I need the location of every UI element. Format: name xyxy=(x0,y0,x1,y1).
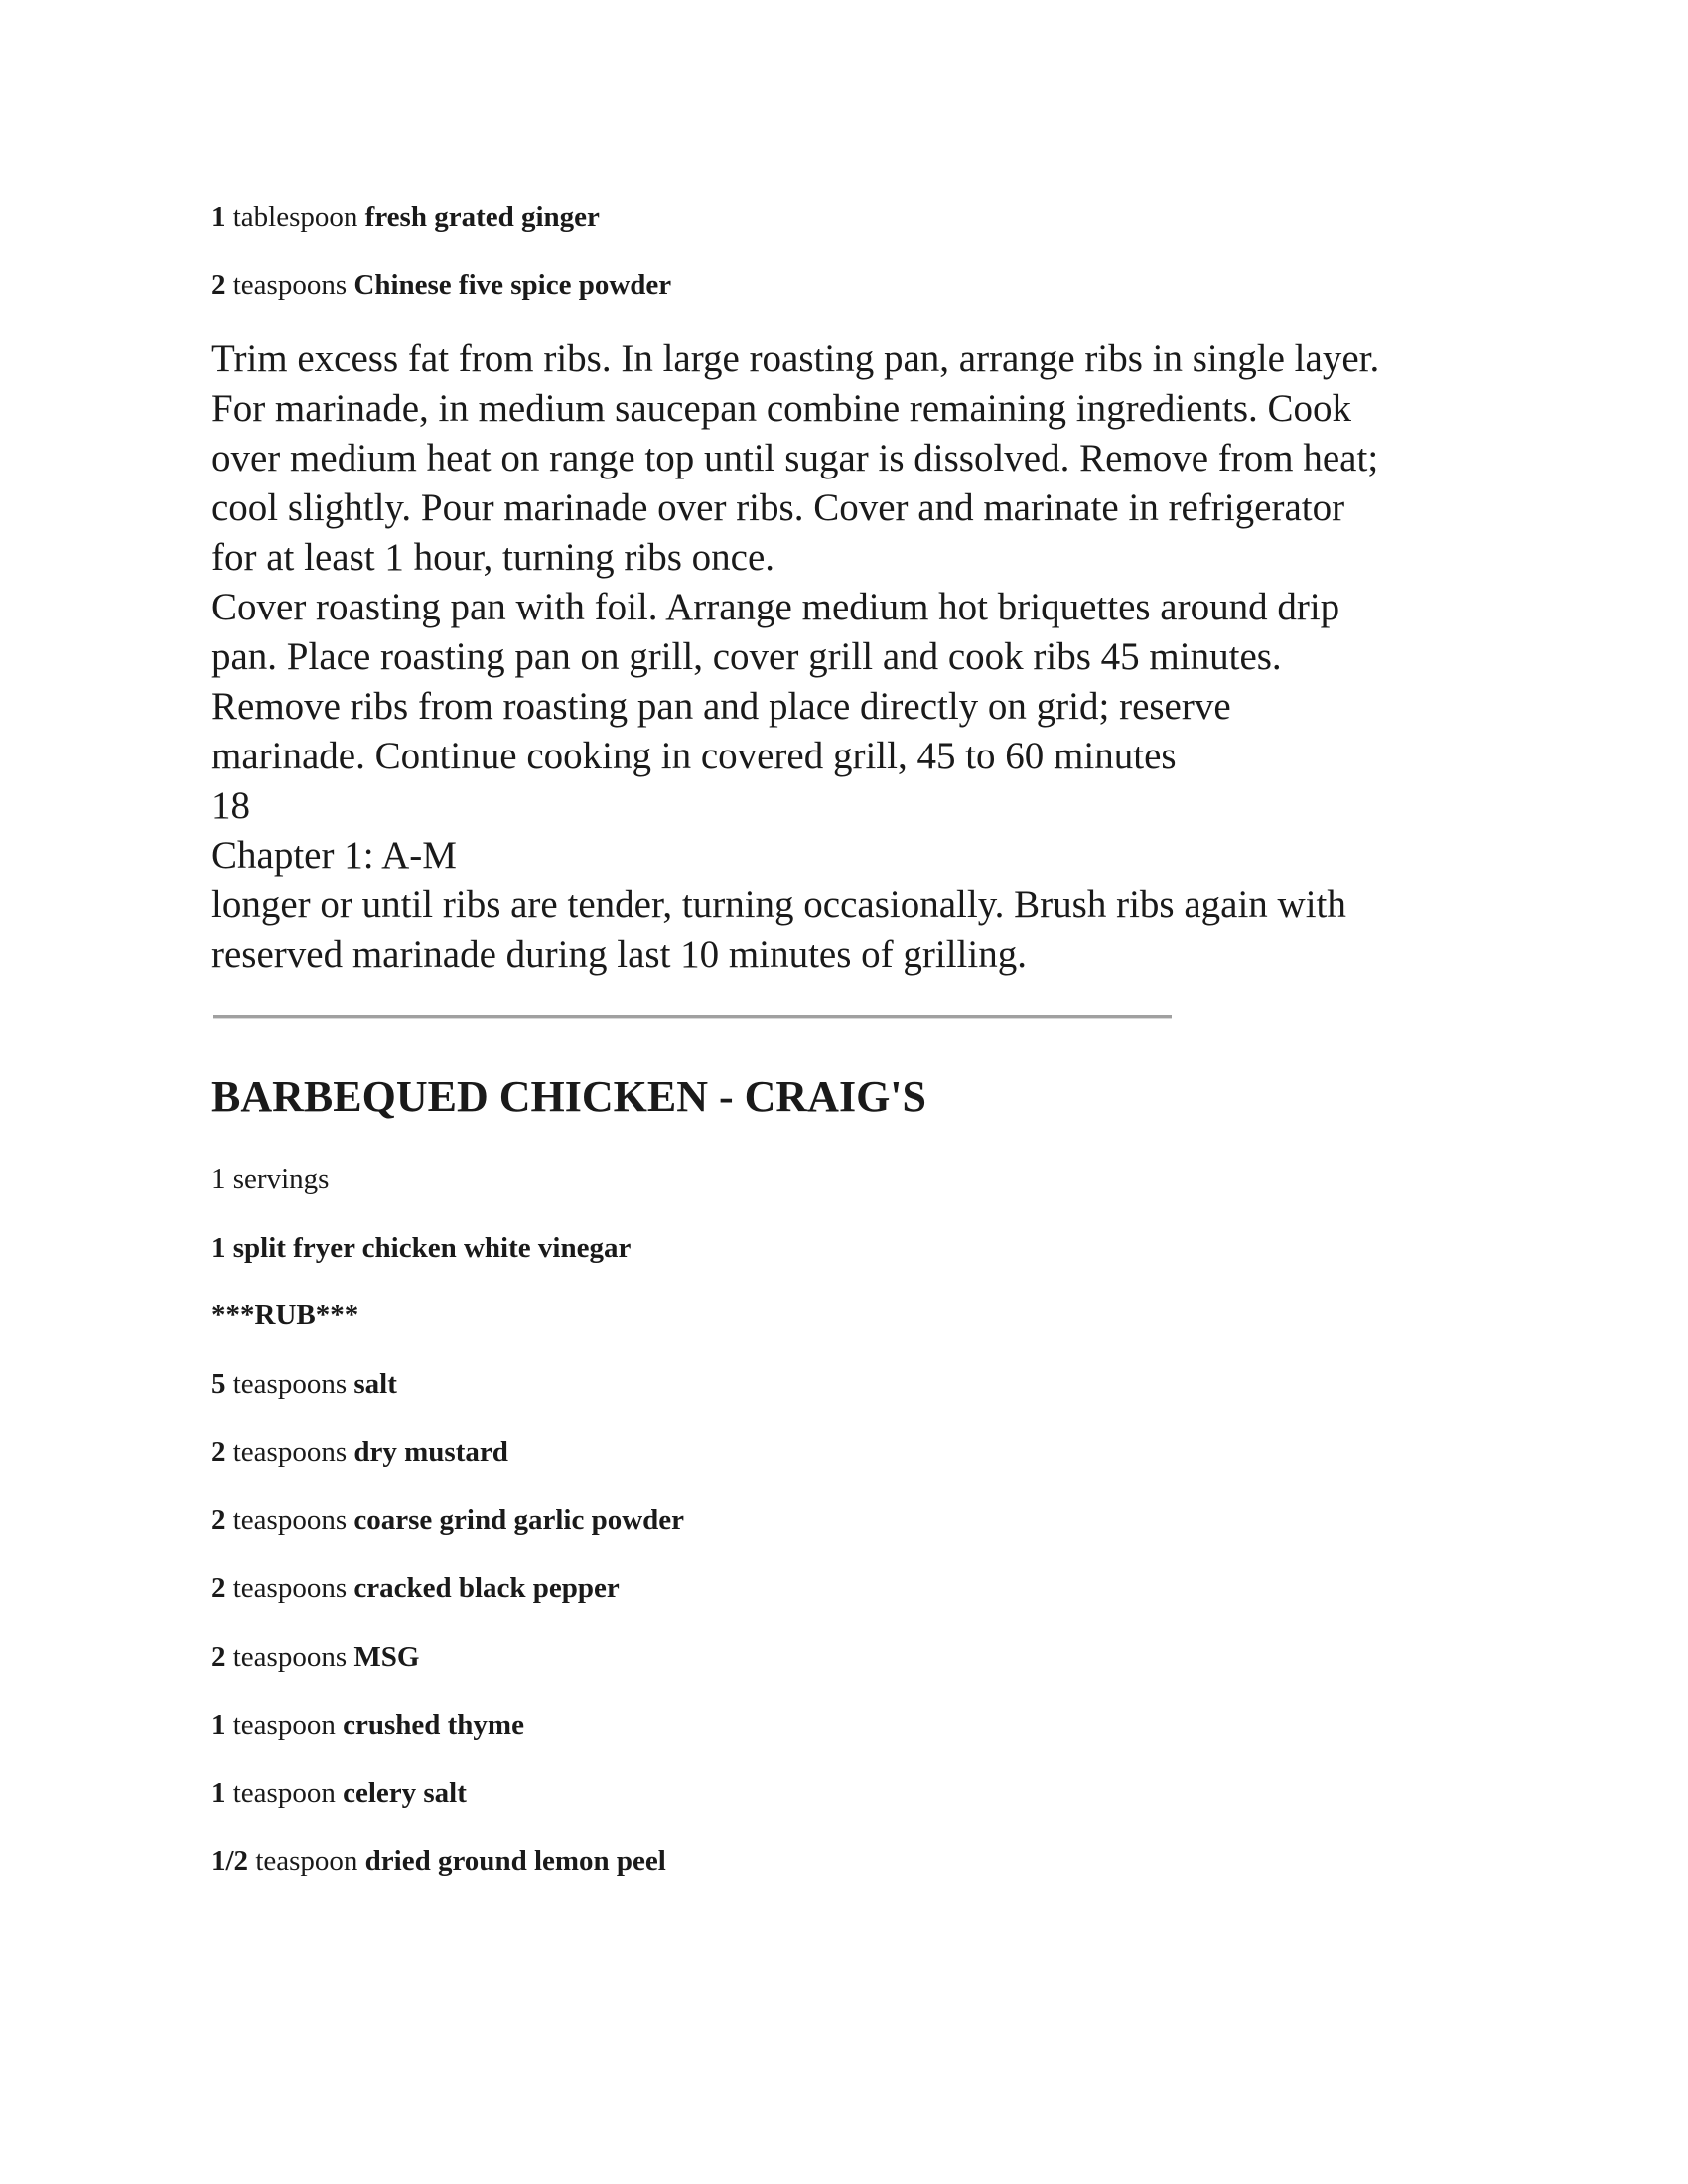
ingredient-qty: 2 xyxy=(211,1504,226,1536)
ingredient-qty: 2 xyxy=(211,1436,226,1468)
ingredient-unit: teaspoons xyxy=(232,1436,348,1468)
ingredient-qty: 2 xyxy=(211,1572,226,1604)
ingredient-unit: teaspoon xyxy=(232,1777,336,1809)
page-number: 18 xyxy=(211,784,250,827)
ingredient-item: crushed thyme xyxy=(343,1709,524,1741)
directions-line: reserved marinade during last 10 minutes of grilling. xyxy=(211,933,1027,976)
ingredient-unit: teaspoon xyxy=(255,1845,358,1877)
directions-line: Cover roasting pan with foil. Arrange medium hot briquettes around drip xyxy=(211,586,1340,628)
ingredient-qty: 1/2 xyxy=(211,1845,249,1877)
ingredient-line xyxy=(211,1708,524,1742)
directions-line: Trim excess fat from ribs. In large roasting pan, arrange ribs in single layer. xyxy=(211,338,1380,380)
ingredient-qty: 1 xyxy=(211,1777,226,1809)
directions-line: pan. Place roasting pan on grill, cover grill and cook ribs 45 minutes. xyxy=(211,635,1282,678)
ingredient-line xyxy=(211,1367,397,1401)
ingredient-qty: 2 xyxy=(211,1641,226,1673)
ingredient-unit: teaspoons xyxy=(232,1641,348,1673)
ingredient-item: celery salt xyxy=(343,1777,467,1809)
directions-line: For marinade, in medium saucepan combine remaining ingredients. Cook xyxy=(211,387,1352,430)
directions-line: over medium heat on range top until sugar is dissolved. Remove from heat; xyxy=(211,437,1379,479)
ingredient-qty: 1 xyxy=(211,1709,226,1741)
ingredient-qty: 1 split fryer chicken white vinegar xyxy=(211,1232,632,1264)
ingredient-qty: ***RUB*** xyxy=(211,1299,359,1331)
directions-line: for at least 1 hour, turning ribs once. xyxy=(211,536,775,579)
ingredient-line xyxy=(211,1844,666,1878)
ingredient-unit: tablespoon xyxy=(232,202,358,233)
ingredient-unit: teaspoons xyxy=(232,1368,348,1400)
ingredient-unit: teaspoon xyxy=(232,1709,336,1741)
ingredient-line xyxy=(211,1640,419,1674)
ingredient-line xyxy=(211,1776,467,1810)
directions-line: longer or until ribs are tender, turning occasionally. Brush ribs again with xyxy=(211,884,1346,926)
ingredient-item: fresh grated ginger xyxy=(364,202,600,233)
ingredient-line xyxy=(211,1503,684,1537)
ingredient-item: coarse grind garlic powder xyxy=(353,1504,685,1536)
ingredient-unit: teaspoons xyxy=(232,269,348,301)
horizontal-divider xyxy=(213,1015,1172,1019)
directions-line: Remove ribs from roasting pan and place directly on grid; reserve xyxy=(211,685,1231,728)
ingredient-item: MSG xyxy=(353,1641,420,1673)
recipe-title: BARBEQUED CHICKEN - CRAIG'S xyxy=(211,1072,926,1121)
chapter-header: Chapter 1: A-M xyxy=(211,834,457,877)
recipe-servings: 1 servings xyxy=(211,1163,330,1195)
ingredient-qty: 2 xyxy=(211,269,226,301)
ingredient-line xyxy=(211,1231,631,1265)
directions-line: cool slightly. Pour marinade over ribs. Cover and marinate in refrigerator xyxy=(211,486,1345,529)
ingredient-item: dried ground lemon peel xyxy=(364,1845,666,1877)
ingredient-line xyxy=(211,201,600,234)
ingredient-item: salt xyxy=(353,1368,397,1400)
ingredient-unit: teaspoons xyxy=(232,1504,348,1536)
ingredient-item: cracked black pepper xyxy=(353,1572,620,1604)
ingredient-item: dry mustard xyxy=(353,1436,508,1468)
ingredient-line xyxy=(211,268,671,302)
ingredient-section-header xyxy=(211,1298,358,1332)
ingredient-line xyxy=(211,1435,508,1469)
ingredient-qty: 1 xyxy=(211,202,226,233)
directions-line: marinade. Continue cooking in covered grill, 45 to 60 minutes xyxy=(211,735,1177,777)
ingredient-qty: 5 xyxy=(211,1368,226,1400)
directions-text xyxy=(211,335,1492,980)
ingredient-line xyxy=(211,1571,620,1605)
ingredient-item: Chinese five spice powder xyxy=(353,269,672,301)
ingredient-unit: teaspoons xyxy=(232,1572,348,1604)
